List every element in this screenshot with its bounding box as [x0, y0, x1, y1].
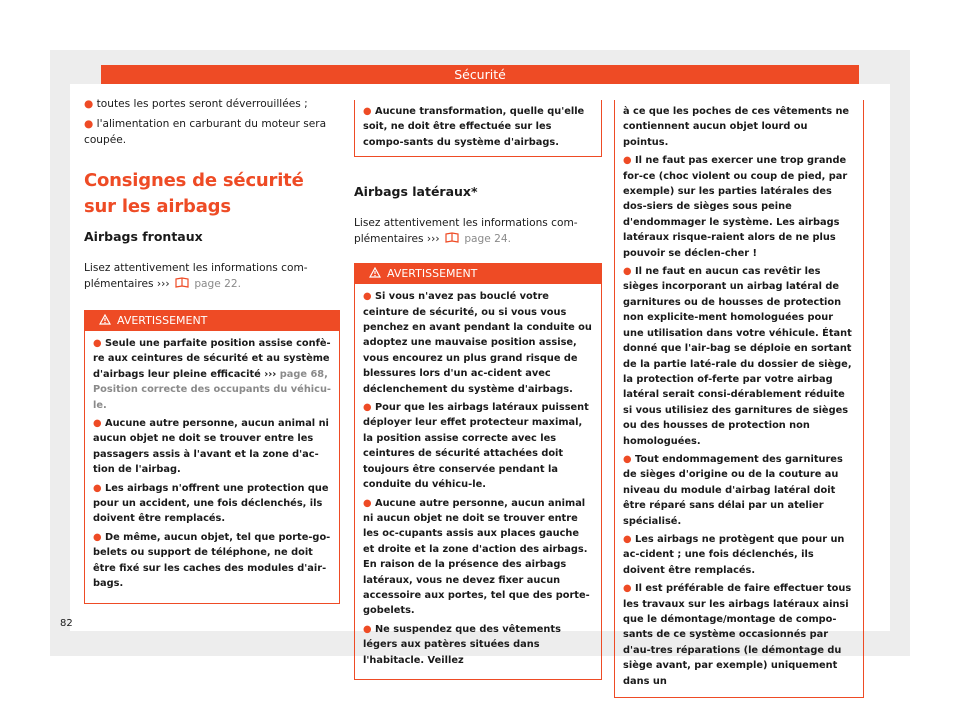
bullet-dot: ●	[363, 402, 372, 414]
intro-paragraph: Lisez attentivement les informations com-plémentaires ››› page 22.	[84, 262, 308, 290]
list-item: ● Aucune transformation, quelle qu'elle soit, ne doit être effectuée sur les compo-sants du système d'airbags.	[363, 106, 585, 148]
bullet-dot: ●	[93, 338, 102, 349]
bullet-dot: ●	[623, 266, 632, 278]
subheading-frontal: Airbags frontaux	[84, 229, 203, 244]
book-icon	[445, 232, 459, 243]
bullet-dot: ●	[93, 482, 102, 494]
bullet-dot: ●	[84, 118, 94, 130]
bullet-dot: ●	[363, 291, 372, 303]
warning-body	[85, 331, 339, 603]
warning-body	[355, 284, 601, 679]
list-item: ● Tout endommagement des garnitures de sièges d'origine ou de la couture au niveau du module d'airbag latéral doit être réparé sans délai par un atelier spécialisé.	[623, 453, 843, 527]
list-item: ● Si vous n'avez pas bouclé votre ceinture de sécurité, ou si vous vous penchez en avant pendant la conduite ou adoptez une mauvaise position assise, vous encourez un plus grand risque de blessures lors d'un ac-cident avec déclenchement du système d'airbags.	[363, 291, 592, 395]
list-item: ● Aucune autre personne, aucun animal ni aucun objet ne doit se trouver entre les passagers assis à l'avant et la zone d'ac-tion de l'airbag.	[93, 418, 329, 476]
list-item: ● De même, aucun objet, tel que porte-go-belets ou support de téléphone, ne doit être fixé sur les caches des modules d'air-bags.	[93, 531, 331, 590]
warning-triangle-icon	[99, 314, 111, 325]
subheading-lateral: Airbags latéraux*	[354, 184, 478, 200]
warning-triangle-icon	[369, 267, 381, 278]
list-item: ● Les airbags ne protègent que pour un ac-cident ; une fois déclenchés, ils doivent être remplacés.	[623, 533, 845, 576]
warning-box	[354, 263, 602, 680]
warning-box	[84, 310, 340, 604]
list-item: ● Il ne faut pas exercer une trop grande for-ce (choc violent ou coup de pied, par exemple) sur les parties latérales des dos-siers de sièges sous peine d'endommager le système. Les airbags latéraux risque-raient alors de ne plus pouvoir se déclen-cher !	[623, 155, 848, 259]
list-item: ● Pour que les airbags latéraux puissent déployer leur effet protecteur maximal, la position assise correcte avec les ceintures de sécurité attachées doit toujours être conservée pendant la conduite du véhicu-le.	[363, 402, 589, 491]
bullet-dot: ●	[363, 497, 372, 509]
column-1	[84, 96, 340, 604]
warning-header: AVERTISSEMENT	[85, 311, 339, 331]
page-number: 82	[60, 618, 73, 629]
bullet-dot: ●	[93, 418, 102, 430]
continuation-text: à ce que les poches de ces vêtements ne contiennent aucun objet lourd ou pointus.	[623, 106, 850, 148]
list-item: ● Il ne faut en aucun cas revêtir les sièges incorporant un airbag latéral de garnitures ou de housses de protection non explicite-ment homologuées pour une utilisation dans votre véhicule. Étant donné que l'air-bag se déploie en sortant de la partie laté-rale du dossier de siège, la protection of-ferte par votre airbag latéral serait consi-dérablement réduite si vous utilisiez des garnitures de sièges ou des housses de protection non homologuées.	[623, 266, 852, 447]
bullet-dot: ●	[363, 106, 372, 117]
column-2	[354, 96, 602, 680]
book-icon	[175, 277, 189, 288]
page-heading: Consignes de sécurité sur les airbags	[84, 170, 304, 217]
warning-box-continuation	[354, 100, 602, 157]
bullet-dot: ●	[623, 533, 632, 545]
list-item: ● Aucune autre personne, aucun animal ni aucun objet ne doit se trouver entre les oc-cupants assis aux places gauche et droite et la zone d'action des airbags. En raison de la présence des airbags latéraux, vous ne devez fixer aucun accessoire aux portes, tel que des porte-gobelets.	[363, 497, 590, 617]
list-item: ● Il est préférable de faire effectuer tous les travaux sur les airbags latéraux ainsi que le démontage/montage de compo-sants de ce système occasionnés par d'au-tres réparations (le démontage du siège avant, par exemple) uniquement dans un	[623, 583, 852, 687]
warning-header: AVERTISSEMENT	[355, 264, 601, 284]
list-item: ● Ne suspendez que des vêtements légers aux patères situées dans l'habitacle. Veillez	[363, 623, 561, 666]
cross-reference-link[interactable]: page 68, Position correcte des occupants du véhicu-le.	[93, 368, 332, 411]
bullet-dot: ●	[623, 453, 632, 465]
page-link[interactable]: page 24.	[464, 233, 511, 246]
bullet-dot: ●	[623, 155, 632, 167]
list-item: ● Seule une parfaite position assise confè-re aux ceintures de sécurité et au système d'airbags leur pleine efficacité ››› page 68, Position correcte des occupants du véhicu-le.	[93, 338, 332, 411]
page-link[interactable]: page 22.	[194, 278, 241, 290]
list-item: ● l'alimentation en carburant du moteur sera coupée.	[84, 118, 327, 146]
list-item: ● toutes les portes seront déverrouillées ;	[84, 98, 308, 110]
intro-paragraph: Lisez attentivement les informations com-plémentaires ››› page 24.	[354, 217, 578, 246]
bullet-dot: ●	[623, 583, 632, 595]
bullet-dot: ●	[363, 623, 372, 635]
section-header: Sécurité	[101, 65, 859, 84]
list-item: ● Les airbags n'offrent une protection que pour un accident, une fois déclenchés, ils doivent être remplacés.	[93, 482, 329, 525]
warning-box-continuation	[614, 100, 864, 698]
bullet-dot: ●	[93, 531, 102, 543]
bullet-dot: ●	[84, 98, 94, 110]
column-3	[614, 96, 864, 698]
